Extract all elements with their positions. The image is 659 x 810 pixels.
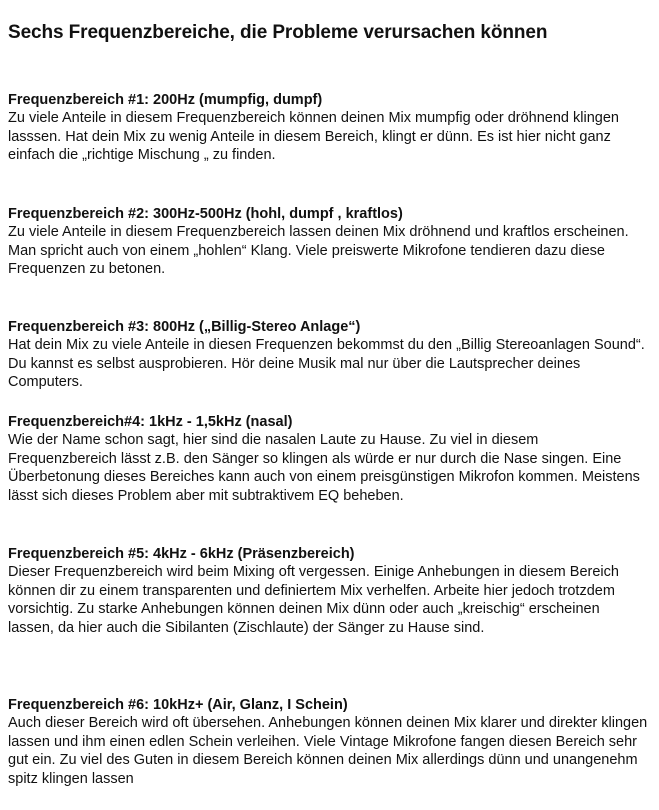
- section-body: Wie der Name schon sagt, hier sind die nasalen Laute zu Hause. Zu viel in diesem Frequenzbereich lässt z.B. den Sänger so klingen als würde er nur durch die Nase singen. Eine Überbetonung dieses Bereiches kann auch von einem preisgünstigen Mikrofon kommen. Meistens lässt sich dieses Problem aber mit subtraktivem EQ beheben.: [8, 432, 640, 504]
- section-body: Auch dieser Bereich wird oft übersehen. Anhebungen können deinen Mix klarer und direkter klingen lassen und ihm einen edlen Schein verleihen. Viele Vintage Mikrofone fangen diesen Bereich sehr gut ein. Zu viel des Guten in diesem Bereich können deinen Mix allerdings dünn und unangenehm spitz klingen lassen: [8, 715, 648, 787]
- section-frequency-5: [8, 545, 648, 637]
- section-frequency-3: [8, 318, 648, 392]
- section-frequency-4: [8, 413, 648, 505]
- section-heading: Frequenzbereich#4: 1kHz - 1,5kHz (nasal): [8, 414, 293, 430]
- page-title: Sechs Frequenzbereiche, die Probleme verursachen können: [8, 22, 548, 43]
- section-heading: Frequenzbereich #5: 4kHz - 6kHz (Präsenzbereich): [8, 546, 355, 562]
- section-heading: Frequenzbereich #6: 10kHz+ (Air, Glanz, I Schein): [8, 697, 348, 713]
- section-heading: Frequenzbereich #3: 800Hz („Billig-Stereo Anlage“): [8, 319, 361, 335]
- section-heading: Frequenzbereich #2: 300Hz-500Hz (hohl, dumpf , kraftlos): [8, 206, 403, 222]
- section-body: Hat dein Mix zu viele Anteile in diesen Frequenzen bekommst du den „Billig Stereoanlagen Sound“. Du kannst es selbst ausprobieren. Hör deine Musik mal nur über die Lautsprecher deines Computers.: [8, 337, 645, 391]
- section-body: Zu viele Anteile in diesem Frequenzbereich lassen deinen Mix dröhnend und kraftlos erscheinen. Man spricht auch von einem „hohlen“ Klang. Viele preiswerte Mikrofone tendieren dazu diese Frequenzen zu betonen.: [8, 224, 629, 278]
- section-frequency-6: [8, 696, 648, 788]
- section-heading: Frequenzbereich #1: 200Hz (mumpfig, dumpf): [8, 92, 323, 108]
- section-body: Zu viele Anteile in diesem Frequenzbereich können deinen Mix mumpfig oder dröhnend klingen lasssen. Hat dein Mix zu wenig Anteile in diesem Bereich, klingt er dünn. Es ist hier nicht ganz einfach die „richtige Mischung „ zu finden.: [8, 110, 619, 164]
- section-body: Dieser Frequenzbereich wird beim Mixing oft vergessen. Einige Anhebungen in diesem Bereich können dir zu einem transparenten und definiertem Mix verhelfen. Arbeite hier jedoch trotzdem vorsichtig. Zu starke Anhebungen können deinen Mix dünn oder auch „kreischig“ erscheinen lassen, da hier auch die Sibilanten (Zischlaute) der Sänger zu Hause sind.: [8, 564, 619, 636]
- section-frequency-1: [8, 91, 648, 165]
- section-frequency-2: [8, 205, 648, 279]
